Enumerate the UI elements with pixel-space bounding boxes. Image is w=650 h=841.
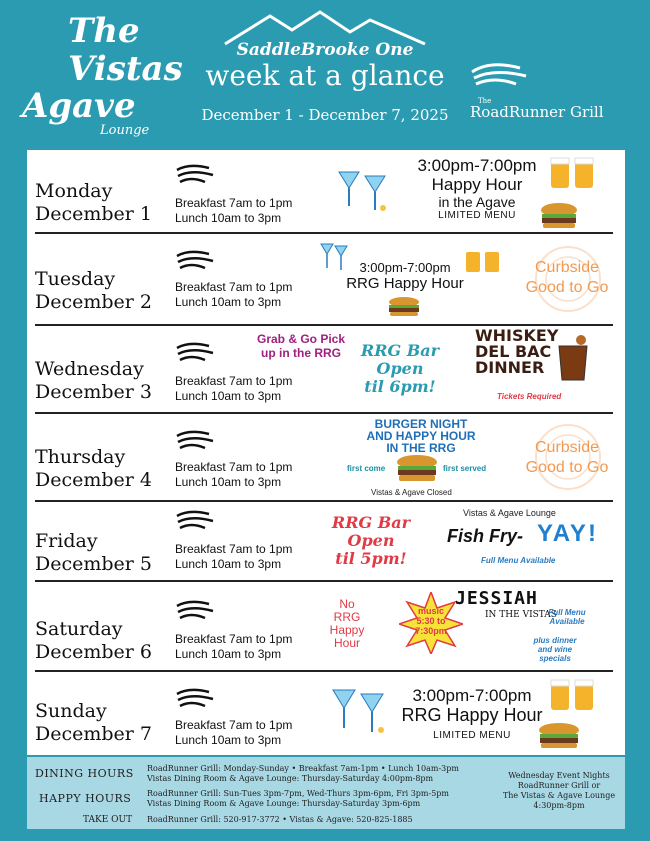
happy-line2: Vistas Dining Room & Agave Lounge: Thursday-Saturday 3pm-6pm bbox=[147, 799, 421, 808]
dinner-specials bbox=[523, 636, 587, 663]
roadrunner-bird-icon bbox=[175, 164, 215, 188]
jessiah-title: JESSIAH bbox=[455, 588, 538, 609]
breakfast-hours: Breakfast 7am to 1pm bbox=[175, 196, 293, 210]
saddlebrooke-title: SaddleBrooke One bbox=[236, 40, 414, 60]
fish-fry: Fish Fry- bbox=[447, 526, 524, 546]
burger-icon bbox=[539, 202, 579, 230]
event-note: LIMITED MENU bbox=[433, 730, 511, 741]
event-title: RRG Happy Hour bbox=[401, 705, 543, 725]
header bbox=[0, 0, 650, 150]
curbside-line2: Good to Go bbox=[525, 459, 609, 476]
music-time bbox=[405, 606, 457, 636]
lunch-hours: Lunch 10am to 3pm bbox=[175, 647, 282, 661]
cocktail-icon bbox=[329, 686, 389, 736]
day-date: December 7 bbox=[35, 723, 152, 745]
week-title: week at a glance bbox=[205, 59, 445, 92]
meal-hours bbox=[175, 718, 292, 748]
lunch-hours: Lunch 10am to 3pm bbox=[175, 475, 282, 489]
day-name: Tuesday bbox=[35, 268, 116, 290]
lunch-hours: Lunch 10am to 3pm bbox=[175, 295, 282, 309]
day-name: Sunday bbox=[35, 700, 107, 722]
dining-line2: Vistas Dining Room & Agave Lounge: Thursday-Saturday 4:00pm-8pm bbox=[147, 774, 434, 783]
meal-hours bbox=[175, 460, 292, 490]
burger-icon bbox=[537, 722, 581, 750]
vistas-logo-line3: Lounge bbox=[100, 123, 150, 138]
burger-icon bbox=[395, 454, 439, 484]
day-date: December 2 bbox=[35, 291, 152, 313]
takeout-text: RoadRunner Grill: 520-917-3772 • Vistas & Agave: 520-825-1885 bbox=[147, 815, 413, 824]
music-line2: 5:30 to bbox=[416, 616, 446, 626]
plus-line3: specials bbox=[539, 654, 571, 663]
burger-night bbox=[341, 418, 501, 454]
day-date: December 1 bbox=[35, 203, 152, 225]
breakfast-hours: Breakfast 7am to 1pm bbox=[175, 632, 293, 646]
day-label bbox=[35, 358, 152, 404]
roadrunner-bird-icon bbox=[470, 62, 530, 92]
bar-line2: Open bbox=[376, 359, 424, 378]
curbside-line1: Curbside bbox=[534, 439, 600, 456]
no-line1: No bbox=[339, 597, 355, 611]
tickets-required: Tickets Required bbox=[497, 392, 562, 401]
event-line1: Wednesday Event Nights bbox=[508, 771, 610, 780]
dining-hours-label: DINING HOURS bbox=[35, 767, 134, 780]
grab-line2: up in the RRG bbox=[261, 346, 341, 360]
happy-hour-block bbox=[387, 686, 557, 741]
meal-hours bbox=[175, 196, 292, 226]
day-row-wednesday bbox=[35, 326, 613, 414]
curbside-block bbox=[517, 438, 617, 478]
plus-line2: and wine bbox=[537, 645, 573, 654]
event-line4: 4:30pm-8pm bbox=[533, 801, 585, 810]
roadrunner-bird-icon bbox=[175, 430, 215, 454]
beer-icon bbox=[463, 246, 503, 274]
bar-line2: Open bbox=[347, 531, 395, 550]
bar-line3: til 6pm! bbox=[364, 377, 436, 396]
lounge-label: Vistas & Agave Lounge bbox=[463, 508, 556, 518]
grab-line1: Grab & Go Pick bbox=[256, 332, 346, 346]
beer-icon bbox=[547, 154, 599, 190]
meal-hours bbox=[175, 632, 292, 662]
lunch-hours: Lunch 10am to 3pm bbox=[175, 557, 282, 571]
day-name: Friday bbox=[35, 530, 98, 552]
roadrunner-bird-icon bbox=[175, 250, 215, 274]
full-menu bbox=[541, 608, 593, 626]
day-date: December 5 bbox=[35, 553, 152, 575]
whiskey-glass-icon bbox=[553, 332, 593, 384]
lunch-hours: Lunch 10am to 3pm bbox=[175, 733, 282, 747]
meal-hours bbox=[175, 280, 292, 310]
music-line1: music bbox=[417, 606, 444, 616]
event-title: Happy Hour bbox=[431, 175, 523, 194]
curbside-line2: Good to Go bbox=[525, 279, 609, 296]
vistas-logo-line2: Agave bbox=[22, 86, 136, 126]
no-happy-hour bbox=[317, 598, 377, 650]
rr-name: RoadRunner Grill bbox=[470, 103, 604, 121]
lunch-hours: Lunch 10am to 3pm bbox=[175, 389, 282, 403]
day-name: Saturday bbox=[35, 618, 123, 640]
event-note: LIMITED MENU bbox=[438, 210, 516, 221]
day-row-saturday bbox=[35, 582, 613, 672]
day-name: Monday bbox=[35, 180, 113, 202]
whiskey-dinner bbox=[475, 326, 559, 377]
whiskey-line2: DEL BAC bbox=[475, 342, 552, 361]
cocktail-icon bbox=[335, 168, 391, 214]
whiskey-line1: WHISKEY bbox=[475, 326, 559, 345]
music-line3: 7:30pm bbox=[415, 626, 447, 636]
day-row-friday bbox=[35, 502, 613, 582]
no-line4: Hour bbox=[333, 636, 360, 650]
burger-line2: AND HAPPY HOUR bbox=[366, 429, 476, 443]
rrg-bar-open bbox=[321, 514, 421, 568]
event-time: 3:00pm-7:00pm bbox=[412, 686, 532, 705]
happy-hour-block bbox=[335, 260, 475, 293]
no-line2: RRG bbox=[333, 610, 361, 624]
happy-hours-label: HAPPY HOURS bbox=[39, 792, 132, 805]
burger-icon bbox=[387, 296, 421, 318]
happy-line1: RoadRunner Grill: Sun-Tues 3pm-7pm, Wed-Thurs 3pm-6pm, Fri 3pm-5pm bbox=[147, 789, 450, 798]
event-line3: The Vistas & Agave Lounge bbox=[502, 791, 616, 800]
date-range: December 1 - December 7, 2025 bbox=[201, 106, 449, 124]
day-row-thursday bbox=[35, 414, 613, 502]
takeout-label: TAKE OUT bbox=[83, 815, 133, 825]
vistas-logo-line1: The Vistas bbox=[68, 11, 183, 89]
day-row-tuesday bbox=[35, 234, 613, 326]
day-label bbox=[35, 530, 152, 576]
dining-line1: RoadRunner Grill: Monday-Sunday • Breakfast 7am-1pm • Lunch 10am-3pm bbox=[147, 764, 459, 773]
roadrunner-logo bbox=[470, 62, 630, 121]
yay-text: YAY! bbox=[537, 520, 598, 547]
breakfast-hours: Breakfast 7am to 1pm bbox=[175, 280, 293, 294]
day-date: December 4 bbox=[35, 469, 152, 491]
rr-the: The bbox=[478, 97, 492, 105]
breakfast-hours: Breakfast 7am to 1pm bbox=[175, 374, 293, 388]
no-line3: Happy bbox=[329, 623, 365, 637]
week-schedule bbox=[27, 150, 625, 755]
whiskey-line3: DINNER bbox=[475, 358, 545, 377]
fm-line1: Full Menu bbox=[548, 608, 586, 617]
day-row-monday bbox=[35, 150, 613, 234]
breakfast-hours: Breakfast 7am to 1pm bbox=[175, 718, 293, 732]
bar-line1: RRG Bar bbox=[331, 513, 411, 532]
happy-hours-text bbox=[147, 789, 449, 809]
day-label bbox=[35, 618, 152, 664]
event-line2: RoadRunner Grill or bbox=[517, 781, 601, 790]
day-label bbox=[35, 268, 152, 314]
plus-line1: plus dinner bbox=[533, 636, 577, 645]
breakfast-hours: Breakfast 7am to 1pm bbox=[175, 542, 293, 556]
event-title: RRG Happy Hour bbox=[346, 275, 464, 292]
title-block bbox=[170, 10, 480, 124]
bar-line1: RRG Bar bbox=[360, 341, 440, 360]
day-label bbox=[35, 446, 152, 492]
vistas-agave-logo bbox=[22, 11, 183, 138]
rrg-bar-open bbox=[345, 342, 455, 396]
breakfast-hours: Breakfast 7am to 1pm bbox=[175, 460, 293, 474]
full-menu: Full Menu Available bbox=[481, 556, 556, 565]
fm-line2: Available bbox=[549, 617, 585, 626]
event-nights bbox=[499, 771, 619, 811]
event-time: 3:00pm-7:00pm bbox=[417, 156, 537, 175]
event-subtitle: in the Agave bbox=[438, 194, 516, 210]
first-served: first served bbox=[443, 464, 487, 473]
roadrunner-bird-icon bbox=[175, 688, 215, 712]
roadrunner-bird-icon bbox=[175, 510, 215, 534]
day-date: December 3 bbox=[35, 381, 152, 403]
event-time: 3:00pm-7:00pm bbox=[359, 260, 451, 275]
vistas-closed: Vistas & Agave Closed bbox=[371, 488, 452, 497]
meal-hours bbox=[175, 542, 292, 572]
curbside-block bbox=[517, 258, 617, 298]
day-name: Wednesday bbox=[35, 358, 144, 380]
bar-line3: til 5pm! bbox=[335, 549, 407, 568]
first-come: first come bbox=[347, 464, 386, 473]
hours-footer bbox=[27, 757, 625, 829]
happy-hour-block bbox=[407, 156, 547, 221]
lunch-hours: Lunch 10am to 3pm bbox=[175, 211, 282, 225]
meal-hours bbox=[175, 374, 292, 404]
day-label bbox=[35, 180, 152, 226]
in-the-vistas: IN THE VISTAS bbox=[485, 610, 557, 620]
burger-line3: IN THE RRG bbox=[386, 441, 456, 455]
burger-line1: BURGER NIGHT bbox=[374, 417, 468, 431]
roadrunner-bird-icon bbox=[175, 342, 215, 366]
dining-hours-text bbox=[147, 764, 459, 784]
day-name: Thursday bbox=[35, 446, 126, 468]
curbside-line1: Curbside bbox=[534, 259, 600, 276]
roadrunner-bird-icon bbox=[175, 600, 215, 624]
day-label bbox=[35, 700, 152, 746]
day-date: December 6 bbox=[35, 641, 152, 663]
day-row-sunday bbox=[35, 672, 613, 752]
beer-icon bbox=[547, 676, 599, 712]
